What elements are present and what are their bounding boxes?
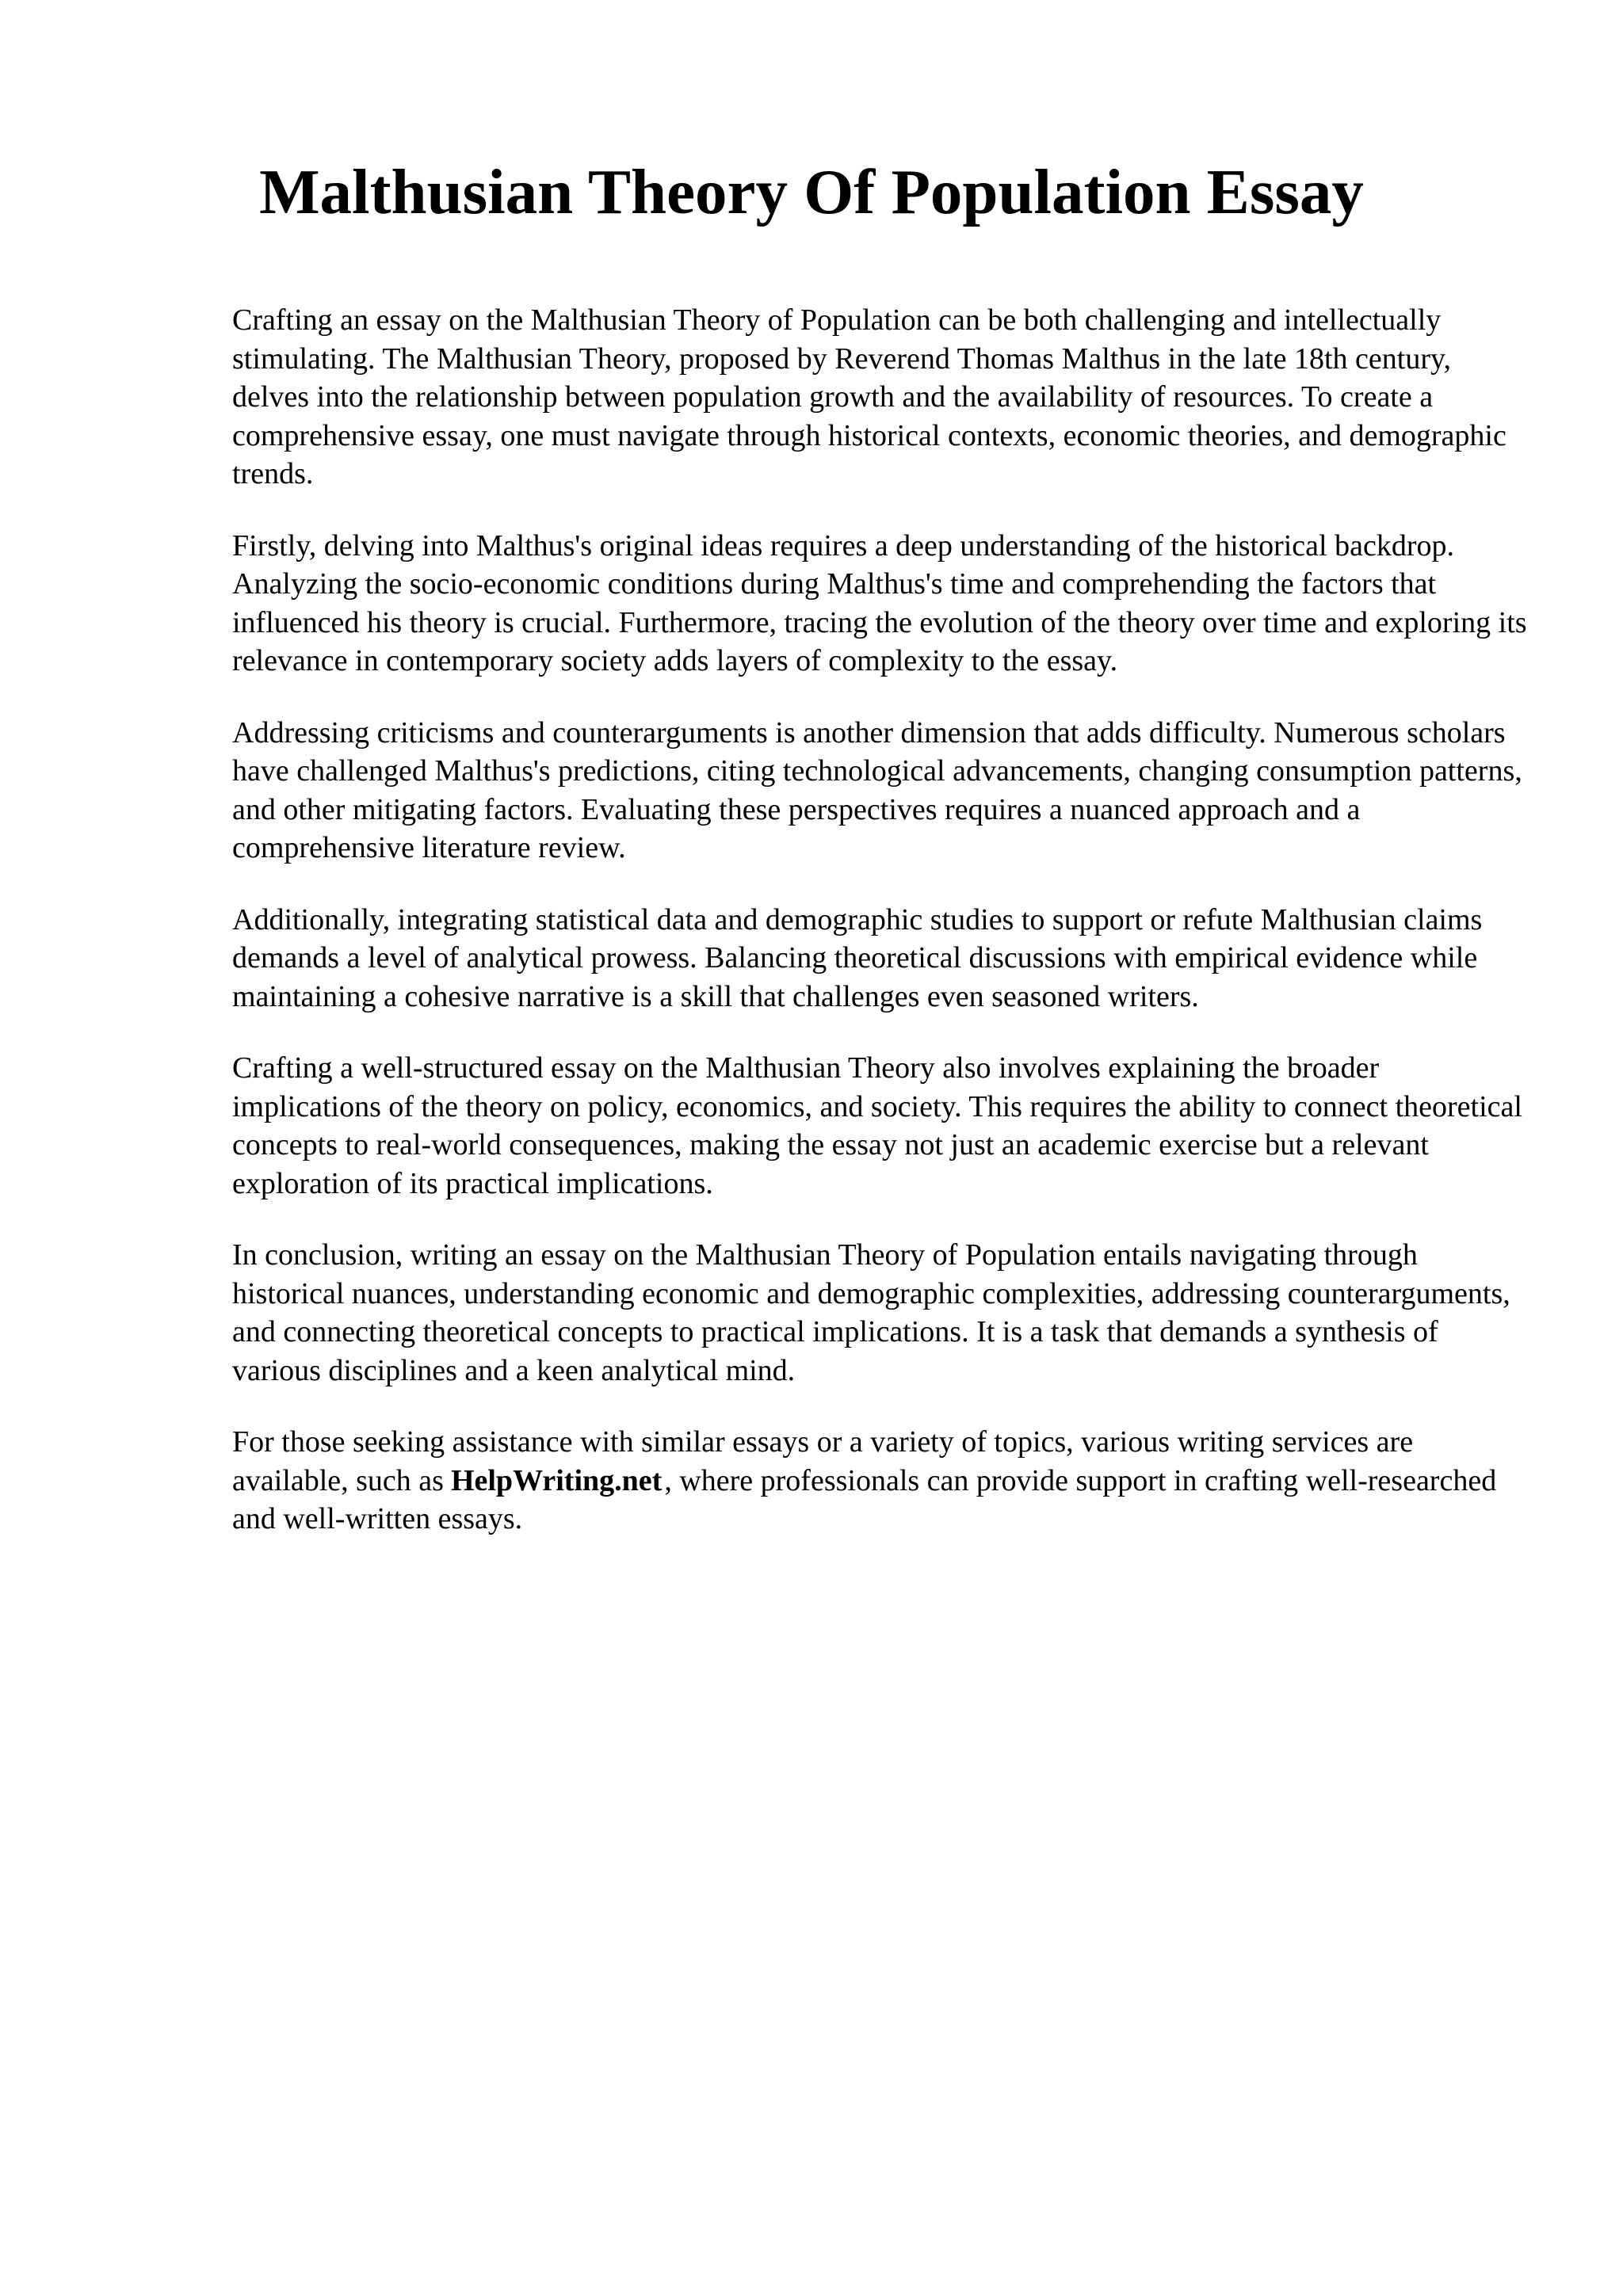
paragraph-historical: Firstly, delving into Malthus's original ideas requires a deep understanding of the historical backdrop. Analyzing the socio-economic conditions during Malthus's time and comprehending the factors that influenced his theory is crucial. Furthermore, tracing the evolution of the theory over time and exploring its relevance in contemporary society adds layers of complexity to the essay. xyxy=(232,528,1527,677)
closing-text-before: For those seeking assistance with similar essays or a variety of topics, various writing services are available, such as xyxy=(232,1425,1414,1497)
paragraph-criticisms: Addressing criticisms and counterarguments is another dimension that adds difficulty. Numerous scholars have challenged Malthus's predictions, citing technological advancements, changing consumption patterns, and other mitigating factors. Evaluating these perspectives requires a nuanced approach and a comprehensive literature review. xyxy=(232,715,1522,864)
paragraph-conclusion: In conclusion, writing an essay on the Malthusian Theory of Population entails navigating through historical nuances, understanding economic and demographic complexities, addressing counterarguments, and connecting theoretical concepts to practical implications. It is a task that demands a synthesis of various disciplines and a keen analytical mind. xyxy=(232,1238,1510,1387)
paragraph-closing xyxy=(232,1423,1532,1539)
paragraph-statistics: Additionally, integrating statistical data and demographic studies to support or refute Malthusian claims demands a level of analytical prowess. Balancing theoretical discussions with empirical evidence while maintaining a cohesive narrative is a skill that challenges even seasoned writers. xyxy=(232,902,1483,1013)
essay-body xyxy=(232,301,1532,1572)
closing-text-after: , where professionals can provide support in crafting well-researched and well-written essays. xyxy=(232,1463,1497,1535)
helpwriting-link[interactable]: HelpWriting.net xyxy=(450,1463,663,1497)
paragraph-intro: Crafting an essay on the Malthusian Theory of Population can be both challenging and intellectually stimulating. The Malthusian Theory, proposed by Reverend Thomas Malthus in the late 18th century, delves into the relationship between population growth and the availability of resources. To create a comprehensive essay, one must navigate through historical contexts, economic theories, and demographic trends. xyxy=(232,303,1507,490)
paragraph-implications: Crafting a well-structured essay on the Malthusian Theory also involves explaining the broader implications of the theory on policy, economics, and society. This requires the ability to connect theoretical concepts to real-world consequences, making the essay not just an academic exercise but a relevant exploration of its practical implications. xyxy=(232,1051,1522,1200)
page-title: Malthusian Theory Of Population Essay xyxy=(259,156,1364,227)
